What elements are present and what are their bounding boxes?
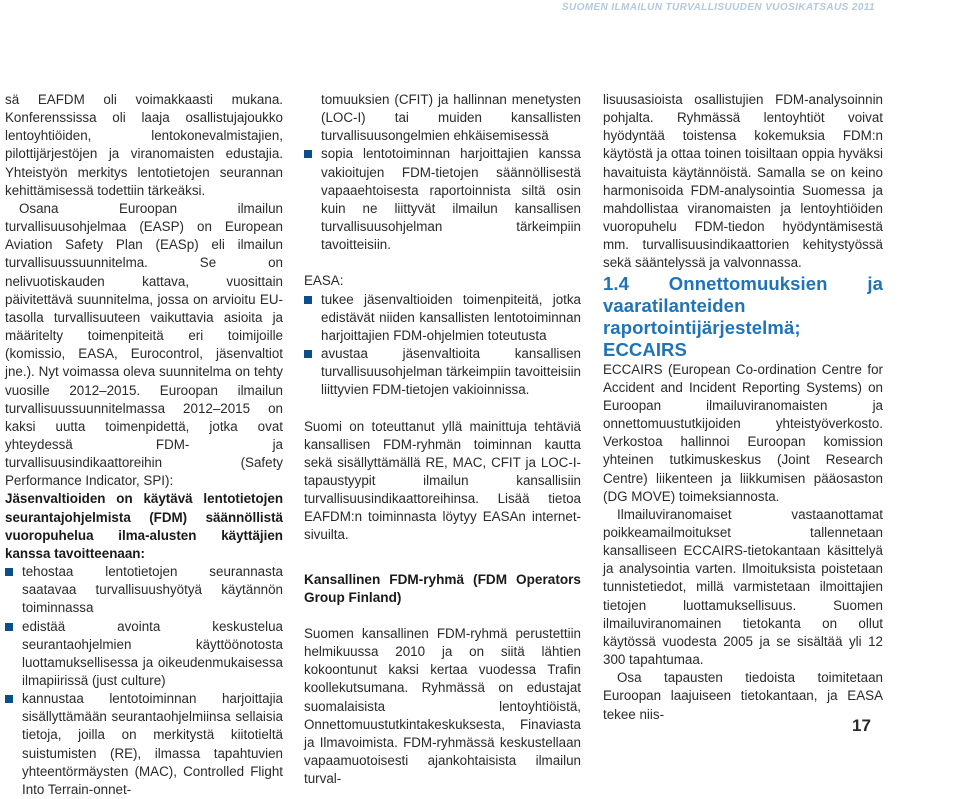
text-column-1: [5, 91, 283, 799]
chapter-heading-eccairs: 1.4 Onnettomuuksien ja vaaratilanteiden raportointijärjestelmä; ECCAIRS: [603, 272, 883, 360]
member-states-bullet-list-continued: [304, 91, 581, 254]
paragraph-fdm-group: Suomen kansallinen FDM-ryhmä perustettiin helmikuussa 2010 ja on siitä lähtien kokoontunut kaksi kertaa vuodessa Trafin koollekutsumana. Ryhmässä on edustajat suomalaisista lentoyhtiöistä, Onnettomuustutkintakeskuksesta, Finaviasta ja Ilmavoimista. FDM-ryhmässä keskustellaan vapaamuotoisesti ajankohtaisista ilmailun turval-: [304, 625, 581, 787]
bullet-item-continued: tomuuksien (CFIT) ja hallinnan menetysten (LOC-I) tai muiden kansallisten turvallisuusongelmien ehkäisemisessä: [321, 92, 581, 144]
paragraph-suomi: Suomi on toteuttanut yllä mainittuja tehtäviä kansallisen FDM-ryhmän toiminnan kautta sekä sisällyttämällä RE, MAC, CFIT ja LOC-I-tapaustyypit ilmailun kansallisiin turvallisuusindikaattoreihinsa. Lisää tietoa EAFDM:n toiminnasta löytyy EASAn internet-sivuilta.: [304, 418, 581, 543]
bullet-item: sopia lentotoiminnan harjoittajien kanssa vakioitujen FDM-tietojen säännöllisestä vapaaehtoisesta raportoinnista siltä osin kuin ne liittyvät ilmailun kansallisen turvallisuusohjelman tärkeimpiin tavoitteisiin.: [304, 145, 581, 254]
paragraph-european-database: Osa tapausten tiedoista toimitetaan Euroopan laajuiseen tietokantaan, ja EASA tekee niis-: [603, 670, 883, 722]
bullet-item: tukee jäsenvaltioiden toimenpiteitä, jotka edistävät niiden kansallisten lentotoiminnan harjoittajien FDM-ohjelmien toteutusta: [304, 291, 581, 345]
member-states-heading: Jäsenvaltioiden on käytävä lentotietojen seurantajohjelmista (FDM) säännöllistä vuoropuhelua ilma-alusten käyttäjien kanssa tavoitteenaan:: [5, 491, 283, 561]
paragraph-conference: sä EAFDM oli voimakkaasti mukana. Konferenssissa oli laaja osallistujajoukko lentoyhtiöiden, lentokonevalmistajien, pilottijärjestöjen ja viranomaisten edustajia. Yhteistyön merkitys lentotietojen seurannan kehittämisessä todettiin tärkeäksi.: [5, 92, 283, 198]
paragraph-easp: Osana Euroopan ilmailun turvallisuusohjelmaa (EASP) on European Aviation Safety Plan (EASp) eli ilmailun turvallisuussuunnitelma. Se on nelivuotiskauden kattava, vuosittain päivitettävä suunnitelma, jossa on arvioitu EU-tasolla turvallisuuteen vaikuttavia asioita ja määritelty toimenpiteitä eri toimijoille (komissio, EASA, Eurocontrol, jäsenvaltiot jne.). Nyt voimassa oleva suunnitelma on tehty vuosille 2012–2015. Euroopan ilmailun turvallisuussuunnitelmassa 2012–2015 on kaksi uutta toimenpidettä, jotka ovat yhteydessä FDM- ja turvallisuusindikaattoreihin (Safety Performance Indicator, SPI):: [5, 200, 283, 489]
running-header-bar: [0, 0, 959, 22]
bullet-item: tehostaa lentotietojen seurannasta saatavaa turvallisuushyötyä käytännön toiminnassa: [5, 563, 283, 617]
text-column-2: [304, 91, 581, 788]
easa-bullet-list: [304, 291, 581, 400]
paragraph-fdm-continued: lisuusasioista osallistujien FDM-analysoinnin pohjalta. Ryhmässä lentoyhtiöt voivat hyödyntää toistensa kokemuksia FDM:n käytöstä ja ottaa toinen toisiltaan oppia hyväksi havaituista käytännöistä. Samalla se on keino harmonisoida FDM-analysointia Suomessa ja mahdollistaa viranomaisten ja lentoyhtiöiden vuoropuhelu FDM-tiedon hyödyntämisestä mm. turvallisuusindikaattorien kehitystyössä sekä sääntelyssä ja valvonnassa.: [603, 92, 883, 271]
square-bullet-icon: [304, 350, 312, 358]
paragraph-eccairs: ECCAIRS (European Co-ordination Centre for Accident and Incident Reporting Systems) on Euroopan ilmailuviranomaisten ja onnettomuustutkijoiden yhteistyöverkosto. Verkostoa hallinnoi Euroopan komission yhteinen tutkimuskeskus (Joint Research Centre) liikenteen ja liikkumisen pääosaston (DG MOVE) toimeksiannosta.: [603, 361, 883, 504]
easa-label: EASA:: [304, 273, 344, 289]
page-number: 17: [852, 716, 871, 735]
section-heading-fdm-group: Kansallinen FDM-ryhmä (FDM Operators Group Finland): [304, 571, 581, 605]
square-bullet-icon: [304, 150, 312, 158]
square-bullet-icon: [5, 623, 13, 631]
square-bullet-icon: [5, 568, 13, 576]
bullet-item: kannustaa lentotoiminnan harjoittajia sisällyttämään seurantaohjelmiinsa sellaisia tietoja, joilla on merkitystä kiitotieltä suistumisten (RE), ilmassa tapahtuvien yhteentörmäysten (MAC), Controlled Flight Into Terrain-onnet-: [5, 690, 283, 799]
text-column-3: [603, 91, 883, 724]
square-bullet-icon: [304, 296, 312, 304]
bullet-item: edistää avointa keskustelua seurantaohjelmien käyttöönotosta luottamuksellisessa ja oikeudenmukaisessa ilmapiirissä (just culture): [5, 618, 283, 691]
member-states-bullet-list: [5, 563, 283, 799]
bullet-item: avustaa jäsenvaltioita kansallisen turvallisuusohjelman tärkeimpiin tavoitteisiin liittyvien FDM-tietojen vakioinnissa.: [304, 345, 581, 399]
paragraph-authorities: Ilmailuviranomaiset vastaanottamat poikkeamailmoitukset tallennetaan kansalliseen ECCAIRS-tietokantaan käsittelyä ja analysointia varten. Ilmoituksista poistetaan tunnistetiedot, millä varmistetaan ilmoittajien tietojen luottamuksellisuus. Suomen ilmailuviranomainen tietokanta on ollut käytössä vuodesta 2005 ja se sisältää yli 12 300 tapahtumaa.: [603, 506, 883, 668]
square-bullet-icon: [5, 695, 13, 703]
running-header-title: SUOMEN ILMAILUN TURVALLISUUDEN VUOSIKATSAUS 2011: [561, 2, 875, 13]
